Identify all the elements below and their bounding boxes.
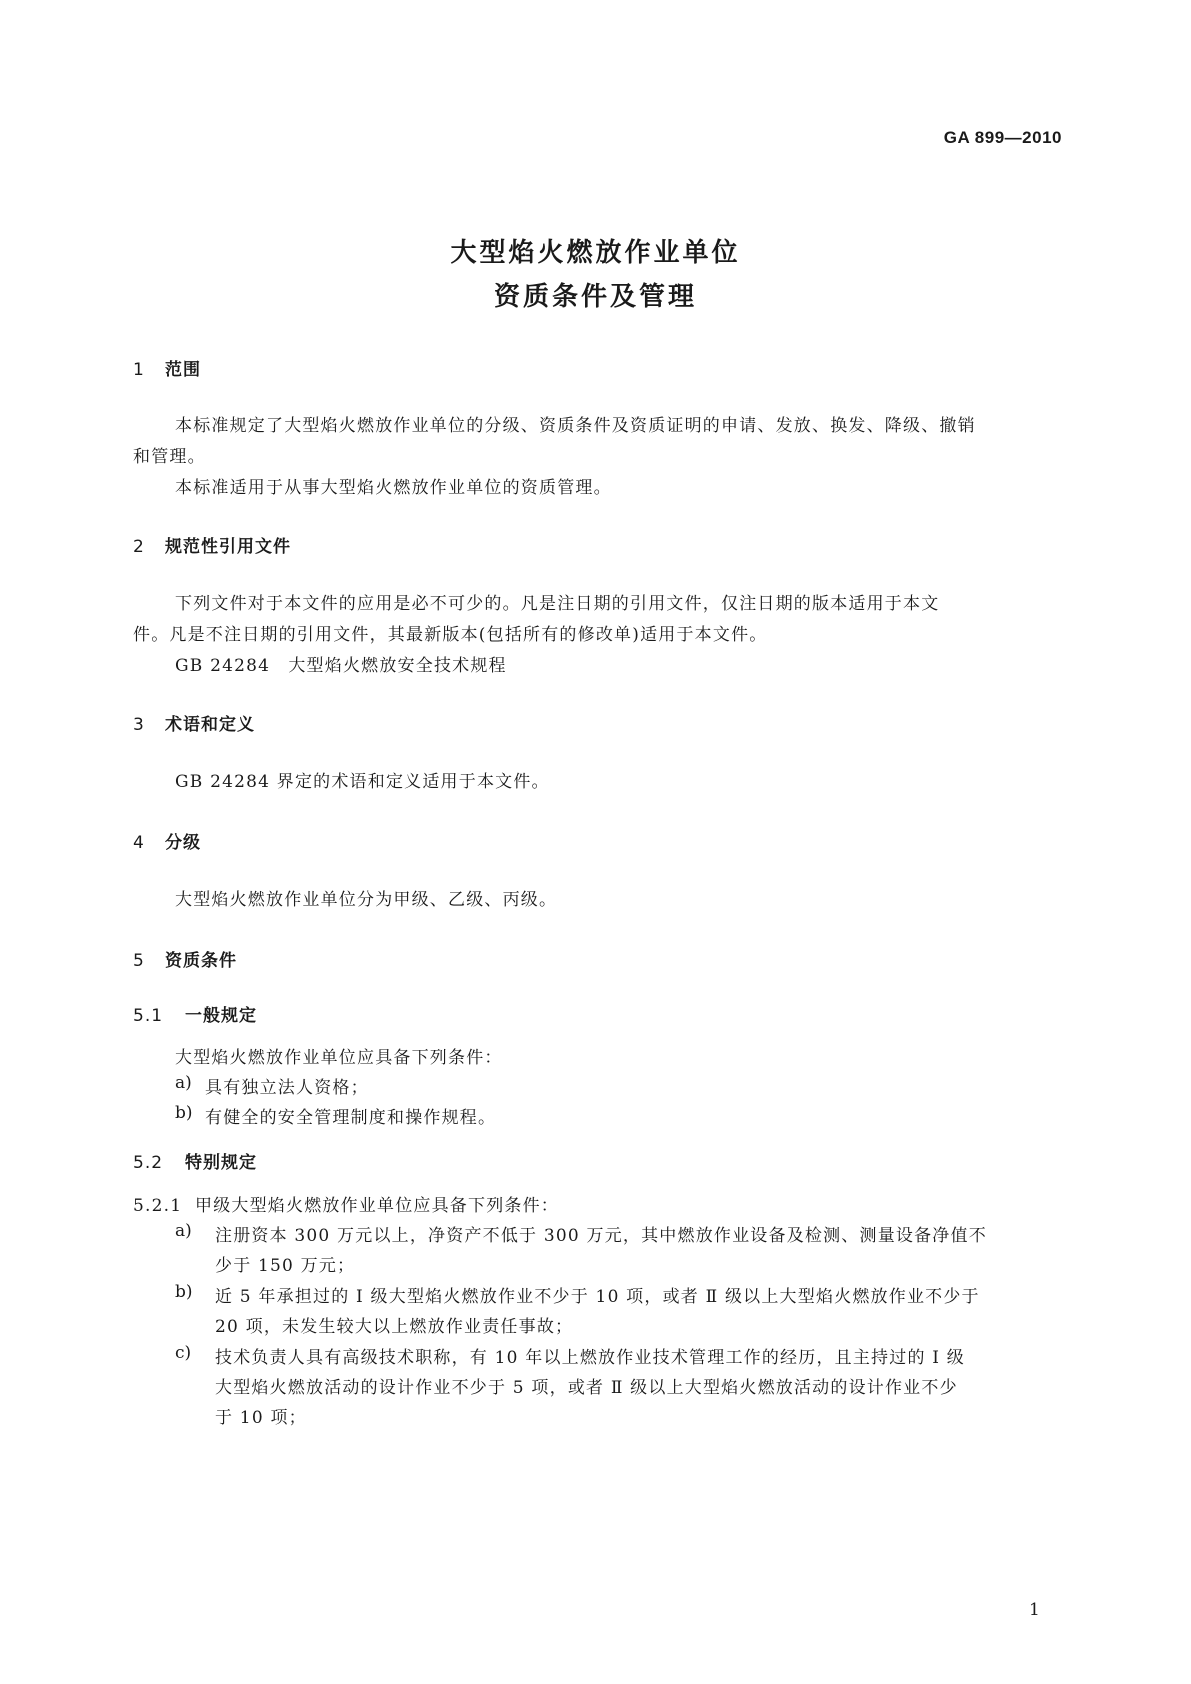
subsection-5-1-heading — [133, 1001, 257, 1026]
standard-code: GA 899—2010 — [943, 128, 1062, 147]
s5-2-1-item-c-line-1: 技术负责人具有高级技术职称，有 10 年以上燃放作业技术管理工作的经历，且主持过的 Ⅰ 级 — [215, 1348, 965, 1368]
s5-2-1-item-b-label: b) — [175, 1282, 193, 1302]
subsection-title: 一般规定 — [185, 1006, 257, 1026]
section-number: 5 — [133, 951, 145, 971]
clause-5-2-1 — [133, 1191, 559, 1216]
s2-normative-reference: GB 24284 大型焰火燃放安全技术规程 — [175, 656, 507, 676]
section-number: 4 — [133, 833, 145, 853]
s5-1-item-b-text: 有健全的安全管理制度和操作规程。 — [205, 1108, 497, 1128]
document-title-line1: 大型焰火燃放作业单位 — [450, 238, 741, 268]
subsection-number: 5.2 — [133, 1153, 164, 1173]
clause-intro: 甲级大型焰火燃放作业单位应具备下列条件： — [195, 1196, 559, 1216]
section-title: 规范性引用文件 — [165, 537, 291, 557]
section-title: 术语和定义 — [165, 715, 255, 735]
section-title: 资质条件 — [165, 951, 237, 971]
s5-2-1-item-a-line-2: 少于 150 万元； — [215, 1256, 356, 1276]
section-4-heading — [133, 828, 201, 853]
section-1-heading — [133, 355, 201, 380]
s5-2-1-item-a-line-1: 注册资本 300 万元以上，净资产不低于 300 万元，其中燃放作业设备及检测、测量设备净值不 — [215, 1226, 987, 1246]
s5-2-1-item-c-line-2: 大型焰火燃放活动的设计作业不少于 5 项，或者 Ⅱ 级以上大型焰火燃放活动的设计作业不少 — [215, 1378, 958, 1398]
s5-2-1-item-b-line-1: 近 5 年承担过的 Ⅰ 级大型焰火燃放作业不少于 10 项，或者 Ⅱ 级以上大型焰火燃放作业不少于 — [215, 1287, 980, 1307]
s3-paragraph-1: GB 24284 界定的术语和定义适用于本文件。 — [175, 772, 550, 792]
document-title-line2: 资质条件及管理 — [493, 282, 697, 312]
s5-2-1-item-c-line-3: 于 10 项； — [215, 1408, 307, 1428]
section-number: 1 — [133, 360, 145, 380]
section-2-heading — [133, 532, 291, 557]
clause-number: 5.2.1 — [133, 1196, 183, 1216]
s4-paragraph-1: 大型焰火燃放作业单位分为甲级、乙级、丙级。 — [175, 890, 558, 910]
section-number: 3 — [133, 715, 145, 735]
s2-paragraph-1-line-1: 下列文件对于本文件的应用是必不可少的。凡是注日期的引用文件，仅注日期的版本适用于本文 — [175, 594, 940, 614]
section-3-heading — [133, 710, 255, 735]
subsection-5-2-heading — [133, 1148, 257, 1173]
s5-2-1-item-b-line-2: 20 项，未发生较大以上燃放作业责任事故； — [215, 1317, 574, 1337]
section-title: 分级 — [165, 833, 201, 853]
page-number: 1 — [1029, 1600, 1040, 1620]
s5-1-item-b-label: b) — [175, 1103, 193, 1123]
s5-1-item-a-text: 具有独立法人资格； — [205, 1078, 369, 1098]
section-5-heading — [133, 946, 237, 971]
s1-paragraph-2: 本标准适用于从事大型焰火燃放作业单位的资质管理。 — [175, 478, 612, 498]
s1-paragraph-1-line-2: 和管理。 — [133, 447, 206, 467]
section-number: 2 — [133, 537, 145, 557]
section-title: 范围 — [165, 360, 201, 380]
s5-1-intro: 大型焰火燃放作业单位应具备下列条件： — [175, 1048, 503, 1068]
subsection-number: 5.1 — [133, 1006, 164, 1026]
s1-paragraph-1-line-1: 本标准规定了大型焰火燃放作业单位的分级、资质条件及资质证明的申请、发放、换发、降级、撤销 — [175, 416, 976, 436]
s5-1-item-a-label: a) — [175, 1073, 192, 1093]
s5-2-1-item-a-label: a) — [175, 1221, 192, 1241]
s2-paragraph-1-line-2: 件。凡是不注日期的引用文件，其最新版本(包括所有的修改单)适用于本文件。 — [133, 625, 768, 645]
subsection-title: 特别规定 — [185, 1153, 257, 1173]
s5-2-1-item-c-label: c) — [175, 1343, 192, 1363]
